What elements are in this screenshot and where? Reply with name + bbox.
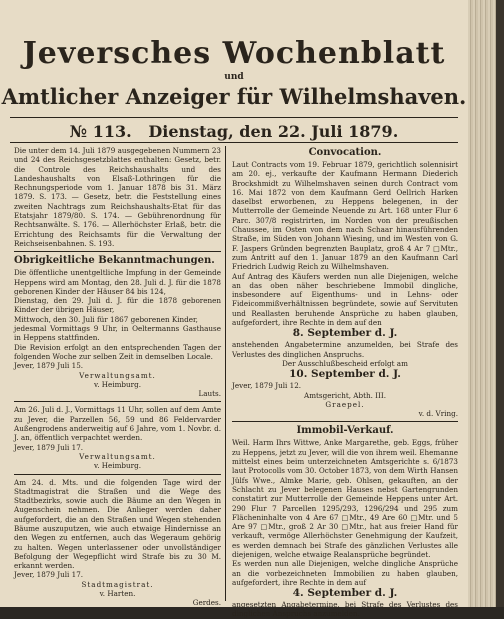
notice-signature: v. Heimburg. [94,379,141,389]
vaccination-notice-p5: Die Revision erfolgt an den entsprechenden Tagen der folgenden Woche zur selben Zeit in demselben Locale. [14,342,221,361]
notice-authority: Verwaltungsamt. [79,370,156,380]
convocation-date-2: 10. September d. J. [289,368,401,381]
lease-notice: Am 26. Juli d. J., Vormittags 11 Uhr, sollen auf dem Amte zu Jever, die Parzellen 56, 59 und 86 Feldervarder Außengrodens anderweitig auf 6 Jahre, vom 1. Novbr. d. J. an, öffentlich verpachtet werden. [14,405,221,443]
section-title-official: Obrigkeitliche Bekanntmachungen. [14,255,215,267]
divider [14,401,221,402]
issue-date: Dienstag, den 22. Juli 1879. [148,122,399,141]
book-spine-shadow [496,0,504,607]
vaccination-notice-p2: Dienstag, den 29. Juli d. J. für die 1878 geborenen Kinder der übrigen Häuser, [14,296,221,315]
vaccination-notice-p1: Die öffentliche unentgeltliche Impfung in der Gemeinde Heppens wird am Montag, den 28. Juli d. J. für die 1878 geborenen Kinder der Häuser 84 bis 124, [14,268,221,296]
convocation-dateline: Jever, 1879 Juli 12. [232,381,302,391]
convocation-date-1: 8. September d. J. [292,327,398,340]
notice-clerk: Gerdes. [192,598,221,608]
section-title-convocation: Convocation. [308,147,382,158]
rule-bottom [10,142,458,143]
convocation-p4: Der Ausschlußbescheid erfolgt am [282,358,408,368]
convocation-signature: Graepel. [325,399,365,409]
notice-date: Jever, 1879 Juli 17. [14,570,84,580]
notice-date: Jever, 1879 Juli 15. [14,361,84,371]
column-divider [225,146,226,601]
property-sale-p3: angesetzten Angabetermine, bei Strafe des Verlustes des dinglichen Anspruchs anzumelden. [232,600,458,619]
left-column [14,146,221,608]
notice-clerk: Lauts. [198,389,221,399]
masthead-title: Jeversches Wochenblatt [22,36,446,71]
issue-line [0,122,468,141]
convocation-p1: Laut Contracts vom 19. Februar 1879, gerichtlich solennisirt am 20. ej., verkaufte der Kaufmann Hermann Diederich Brockshmidt zu Wilhelmshaven seinen durch Contract vom 16. Mai 1872 von dem Kaufmann Gerd Oellrich Harken daselbst erworbenen, zu Heppens belegenen, in der Mutterrolle der Gemeinde Neuende zu Art. 168 unter Flur 6 Parc. 307/8 registrirten, im Norden von der preußischen Chaussee, im Osten von dem nach Schaar hinausführenden Straße, im Süden von Johann Wiesing, und im Westen von G. F. Jaspers Gründen begrenzten Bauplatz, groß 4 Ar 7 □Mtr., zum Antritt auf den 1. Januar 1879 an den Kaufmann Carl Friedrich Ludwig Reich zu Wilhelmshaven. [232,160,458,272]
vaccination-notice-p3: Mittwoch, den 30. Juli für 1867 geborenen Kinder, [14,314,198,324]
notice-authority: Verwaltungsamt. [79,451,156,461]
masthead-und: und [224,72,244,82]
section-title-property-sale: Immobil-Verkauf. [296,425,394,437]
convocation-p3: anstehenden Angabetermine anzumelden, bei Strafe des Verlustes des dinglichen Anspruchs. [232,340,458,359]
property-sale-date: 4. September d. J. [292,587,398,600]
convocation-court: Amtsgericht, Abth. III. [304,390,386,400]
convocation-clerk: v. d. Vring. [418,409,458,419]
masthead-subtitle: Amtlicher Anzeiger für Wilhelmshaven. [1,84,467,109]
reichsgesetzblatt-notice: Die unter dem 14. Juli 1879 ausgegebenen Nummern 23 und 24 des Reichsgesetzblattes enthalten: Gesetz, betr. die Controle des Reichshaushalts und des Landeshaushalts von Elsaß-Lothringen für die Rechnungsperiode vom 1. Januar 1878 bis 31. März 1879. S. 173. — Gesetz, betr. die Feststellung eines zweiten Nachtrags zum Reichshaushalts-Etat für das Etatsjahr 1879/80. S. 174. — Gebührenordnung für Rechtsanwälte. S. 176. — Allerhöchster Erlaß, betr. die Errichtung des Reichsamts für die Verwaltung der Reichseisenbahnen. S. 193. [14,146,221,248]
right-column [232,146,458,619]
road-inspection-notice: Am 24. d. Mts. und die folgenden Tage wird der Stadtmagistrat die Straßen und die Wege des Stadtbezirks, sowie auch die Bäume an den Wegen in Augenschein nehmen. Die Anlieger werden daher aufgefordert, die an den Straßen und Wegen stehenden Bäume auszuputzen, wie auch etwaige Hindernisse an den Wegen zu entfernen, auch das Wegeraum gehörig zu halten. Wegen unterlassener oder unvollständiger Befolgung der Wegepflicht wird Strafe bis zu 30 M. erkannt werden. [14,477,221,571]
notice-signature: v. Harten. [99,589,136,599]
vaccination-notice-p4: jedesmal Vormittags 9 Uhr, in Oeltermanns Gasthause in Heppens stattfinden. [14,324,221,343]
rule-top [10,117,458,118]
divider [14,474,221,475]
notice-authority: Stadtmagistrat. [81,579,154,589]
issue-number: № 113. [69,122,132,141]
convocation-p2: Auf Antrag des Käufers werden nun alle Diejenigen, welche an das oben näher beschriebene Immobil dingliche, insbesondere auf Eigenthums- und in Lehns- oder Fideicommißverhältnissen begründete, sowie auf Servituten und Reallasten beruhende Ansprüche zu haben glauben, aufgefordert, ihre Rechte in dem auf den [232,271,458,328]
divider [232,421,458,422]
property-sale-p2: Es werden nun alle Diejenigen, welche dingliche Ansprüche an die vorbezeichneten Immobilien zu haben glauben, aufgefordert, ihre Rechte in dem auf [232,559,458,587]
property-sale-p1: Weil. Harm Ihrs Wittwe, Anke Margarethe, geb. Eggs, früher zu Heppens, jetzt zu Jever, will die von ihrem weil. Ehemanne mittelst eines beim unterzeichneten Amtsgerichte s. 6/1873 laut Protocolls vom 30. October 1873, von dem Wirth Hansen Jülfs Wwe., Almke Marie, geb. Ohlsen, gekauften, an der Schlacht zu Jever belegenen Hauses nebst Gartengrunden constatirt zur Mutterrolle der Gemeinde Heppens unter Art. 290 Flur 7 Parcellen 1295/293, 1296/294 und 295 zum Flächeninhalte von 4 Are 67 □Mtr., 49 Are 60 □Mtr. und 5 Are 97 □Mtr., groß 2 Ar 30 □Mtr., hat aus freier Hand für verkauft, vermöge Allerhöchster Genehmigung der Kaufzeit, es werden demnach bei Strafe des gänzlichen Verlustes alle diejenigen, welche etwaige Realansprüche begründet. [232,438,458,559]
divider [14,251,221,252]
notice-signature: v. Heimburg. [94,461,141,471]
notice-date: Jever, 1879 Juli 17. [14,442,84,452]
